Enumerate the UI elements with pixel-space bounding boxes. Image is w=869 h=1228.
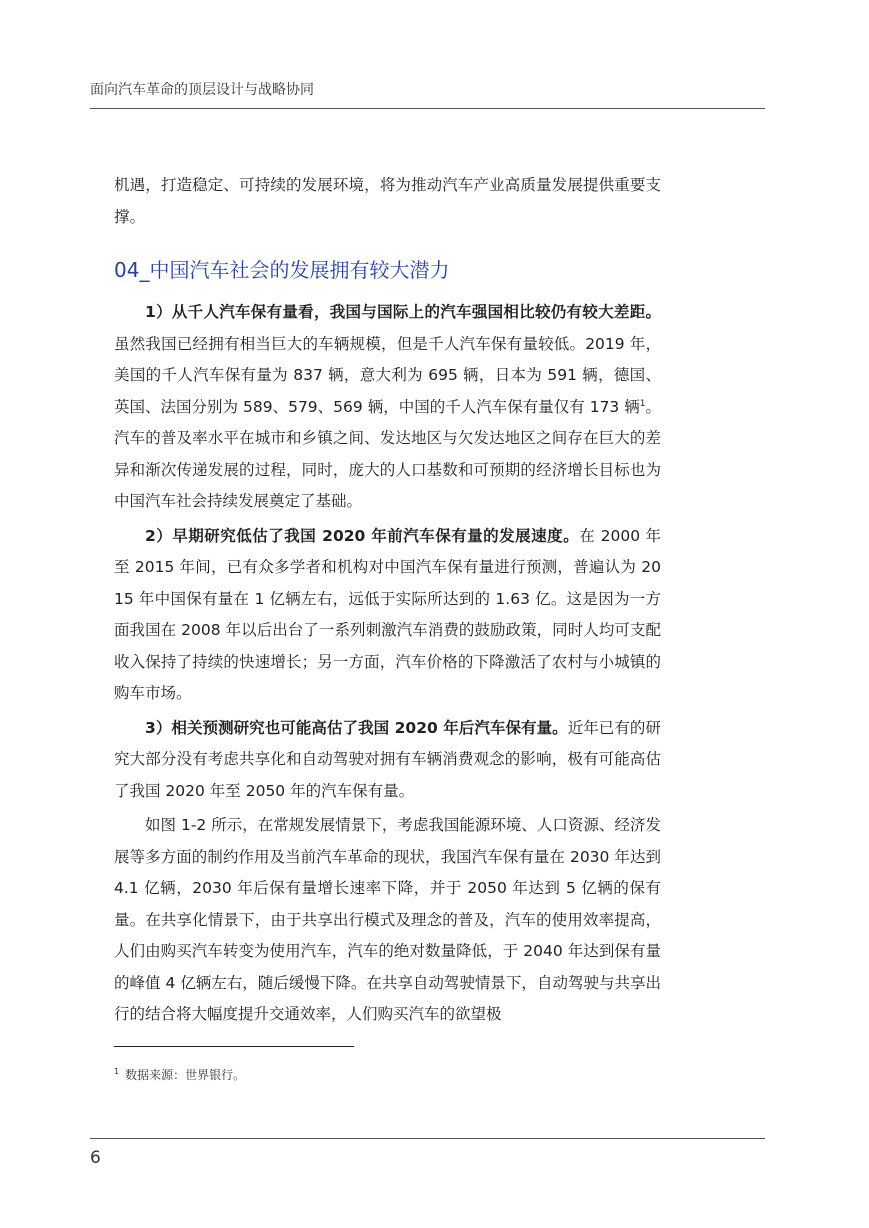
paragraph-1-text-a: 虽然我国已经拥有相当巨大的车辆规模，但是千人汽车保有量较低。2019 年，美国的千人汽车保有量为 837 辆，意大利为 695 辆，日本为 591 辆，德国、英国、法国分别为 589、579、569 辆，中国的千人汽车保有量仅有 173 辆 [114, 334, 661, 416]
paragraph-4: 如图 1-2 所示，在常规发展情景下，考虑我国能源环境、人口资源、经济发展等多方面的制约作用及当前汽车革命的现状，我国汽车保有量在 2030 年达到 4.1 亿辆，2030 年后保有量增长速率下降，并于 2050 年达到 5 亿辆的保有量。在共享化情景下，由于共享出行模式及理念的普及，汽车的使用效率提高，人们由购买汽车转变为使用汽车，汽车的绝对数量降低，于 2040 年达到保有量的峰值 4 亿辆左右，随后缓慢下降。在共享自动驾驶情景下，自动驾驶与共享出行的结合将大幅度提升交通效率，人们购买汽车的欲望极 [114, 816, 661, 1023]
running-header: 面向汽车革命的顶层设计与战略协同 [90, 82, 314, 98]
header-divider [90, 108, 765, 109]
paragraph-2-text: 在 2000 年至 2015 年间，已有众多学者和机构对中国汽车保有量进行预测，普遍认为 2015 年中国保有量在 1 亿辆左右，远低于实际所达到的 1.63 亿。这是因为一方面我国在 2008 年以后出台了一系列刺激汽车消费的鼓励政策，同时人均可支配收入保持了持续的快速增长；另一方面，汽车价格的下降激活了农村与小城镇的购车市场。 [114, 526, 661, 702]
paragraph-2-lead: 2）早期研究低估了我国 2020 年前汽车保有量的发展速度。 [145, 526, 580, 545]
footnote-divider [114, 1046, 354, 1047]
footnote [114, 1066, 245, 1083]
paragraph-1 [114, 297, 661, 518]
paragraph-3 [114, 713, 661, 808]
footnote-text: 数据来源：世界银行。 [125, 1068, 246, 1082]
footnote-reference[interactable]: 1 [639, 398, 646, 409]
paragraph-3-text: 近年已有的研究大部分没有考虑共享化和自动驾驶对拥有车辆消费观念的影响，极有可能高估了我国 2020 年至 2050 年的汽车保有量。 [114, 718, 661, 800]
footer-divider [90, 1138, 765, 1139]
paragraph-3-lead: 3）相关预测研究也可能高估了我国 2020 年后汽车保有量。 [145, 718, 568, 737]
section-heading: 04_中国汽车社会的发展拥有较大潜力 [114, 258, 450, 282]
page-number: 6 [90, 1148, 101, 1168]
footnote-marker: 1 [114, 1067, 120, 1076]
page-body [114, 170, 661, 1031]
intro-paragraph: 机遇，打造稳定、可持续的发展环境，将为推动汽车产业高质量发展提供重要支撑。 [114, 176, 661, 226]
paragraph-2 [114, 521, 661, 710]
paragraph-1-lead: 1）从千人汽车保有量看，我国与国际上的汽车强国相比较仍有较大差距。 [145, 303, 661, 321]
paragraph-1-text-b: 。汽车的普及率水平在城市和乡镇之间、发达地区与欠发达地区之间存在巨大的差异和渐次传递发展的过程，同时，庞大的人口基数和可预期的经济增长目标也为中国汽车社会持续发展奠定了基础。 [114, 397, 661, 510]
